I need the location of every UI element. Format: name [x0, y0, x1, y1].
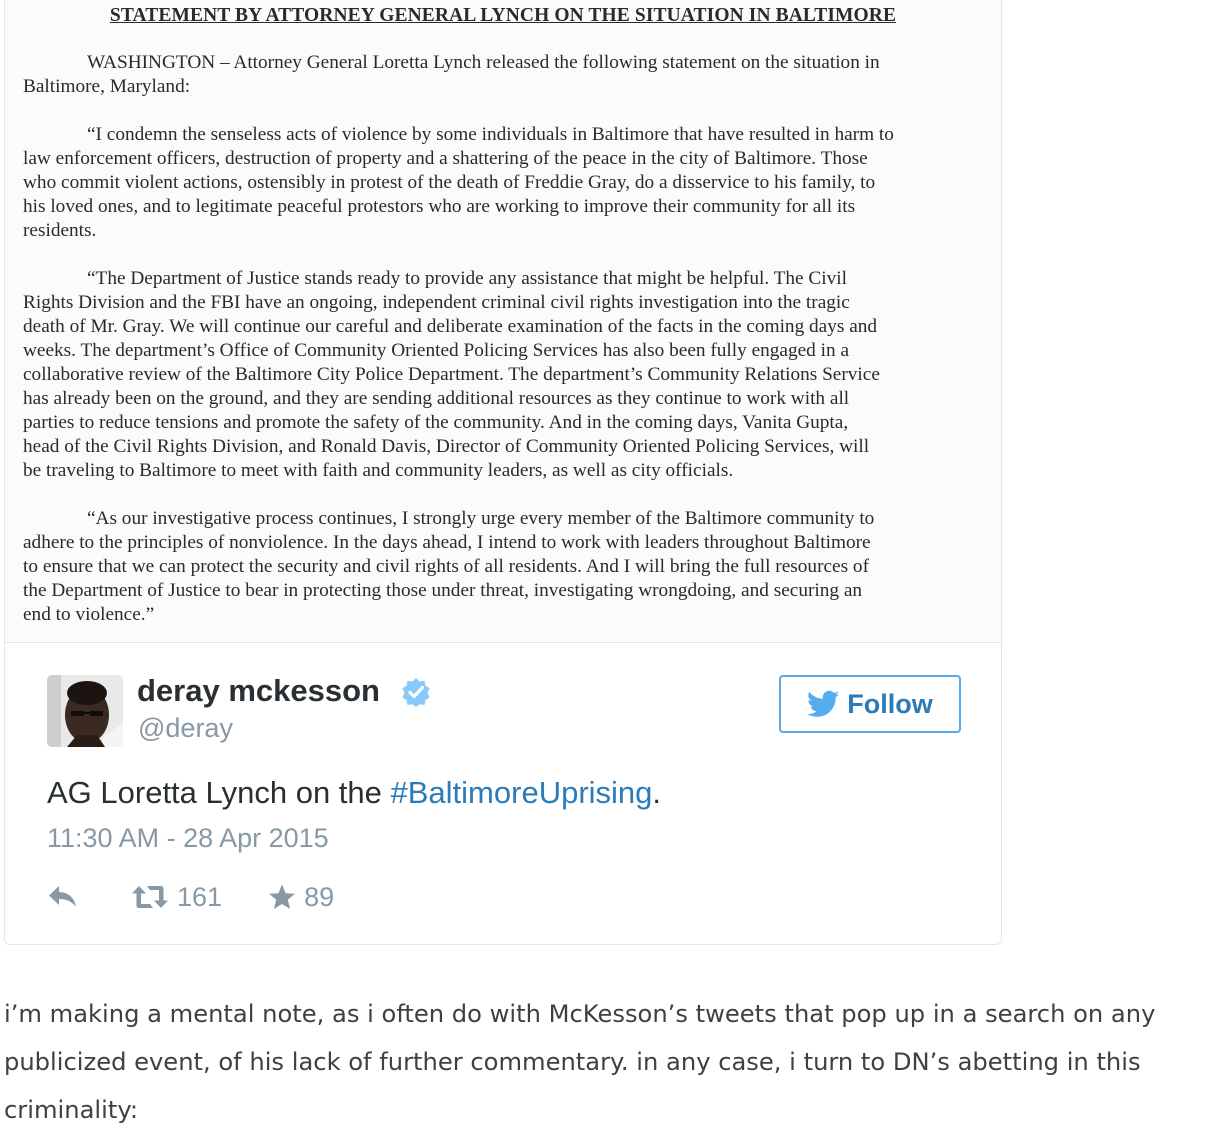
favorite-count: 89 [304, 881, 335, 912]
statement-line: “As our investigative process continues, I strongly urge every member of the Baltimore community to [87, 508, 875, 529]
statement-line: end to violence.” [23, 604, 155, 625]
blog-line: publicized event, of his lack of further commentary. in any case, i turn to DN’s abetting in this [4, 1048, 1141, 1076]
statement-paragraph [23, 51, 991, 99]
statement-line: adhere to the principles of nonviolence. In the days ahead, I intend to work with leaders throughout Baltimore [23, 532, 871, 553]
statement-line: parties to reduce tensions and promote the safety of the community. And in the coming days, Vanita Gupta, [23, 412, 849, 433]
statement-line: collaborative review of the Baltimore City Police Department. The department’s Community Relations Service [23, 364, 880, 385]
statement-line: Baltimore, Maryland: [23, 76, 191, 97]
statement-line: the Department of Justice to bear in protecting those under threat, investigating wrongdoing, and securing an [23, 580, 863, 601]
verified-badge-icon [401, 677, 431, 707]
statement-line: “The Department of Justice stands ready to provide any assistance that might be helpful. The Civil [87, 268, 847, 289]
statement-image[interactable] [5, 0, 1001, 643]
favorite-button[interactable] [268, 882, 334, 913]
retweet-count: 161 [177, 881, 223, 912]
retweet-icon [131, 884, 169, 910]
follow-label: Follow [847, 688, 933, 719]
statement-line: law enforcement officers, destruction of property and a shattering of the peace in the city of Baltimore. Those [23, 148, 868, 169]
star-icon [268, 883, 296, 911]
statement-paragraph [23, 123, 991, 243]
statement-line: head of the Civil Rights Division, and Ronald Davis, Director of Community Oriented Policing Services, will [23, 436, 870, 457]
blog-paragraph [4, 990, 1216, 1134]
statement-line: who commit violent actions, ostensibly in protest of the death of Freddie Gray, do a disservice to his family, to [23, 172, 876, 193]
statement-line: be traveling to Baltimore to meet with faith and community leaders, as well as city officials. [23, 460, 734, 481]
tweet-timestamp[interactable]: 11:30 AM - 28 Apr 2015 [47, 823, 329, 853]
retweet-button[interactable] [131, 882, 222, 913]
tweet-text [47, 775, 661, 811]
statement-line: his loved ones, and to legitimate peaceful protestors who are working to improve their community for all its [23, 196, 856, 217]
statement-line: residents. [23, 220, 97, 241]
tweet-text-after: . [652, 775, 662, 810]
statement-line: death of Mr. Gray. We will continue our careful and deliberate examination of the facts in the coming days and [23, 316, 878, 337]
author-name[interactable]: deray mckesson [137, 673, 380, 708]
tweet-actions [47, 879, 334, 915]
statement-paragraph [23, 267, 991, 483]
reply-button[interactable] [47, 884, 79, 910]
embedded-tweet [4, 0, 1002, 945]
statement-line: Rights Division and the FBI have an ongoing, independent criminal civil rights investigation into the tragic [23, 292, 850, 313]
follow-button[interactable] [779, 675, 961, 733]
statement-paragraph [23, 507, 991, 627]
statement-line: weeks. The department’s Office of Community Oriented Policing Services has also been fully engaged in a [23, 340, 850, 361]
tweet-text-before: AG Loretta Lynch on the [47, 775, 391, 810]
blog-line: criminality: [4, 1096, 139, 1124]
author-handle[interactable]: @deray [138, 713, 233, 743]
statement-line: has already been on the ground, and they are sending additional resources as they continue to work with all [23, 388, 850, 409]
hashtag-link[interactable]: #BaltimoreUprising [390, 775, 653, 810]
blog-line: i’m making a mental note, as i often do with McKesson’s tweets that pop up in a search on any [4, 1000, 1156, 1028]
statement-line: to ensure that we can protect the security and civil rights of all residents. And I will bring the full resources of [23, 556, 869, 577]
reply-icon [47, 884, 79, 910]
avatar[interactable] [47, 675, 123, 747]
statement-line: “I condemn the senseless acts of violence by some individuals in Baltimore that have resulted in harm to [87, 124, 894, 145]
statement-title: STATEMENT BY ATTORNEY GENERAL LYNCH ON THE SITUATION IN BALTIMORE [109, 5, 897, 26]
statement-line: WASHINGTON – Attorney General Loretta Lynch released the following statement on the situation in [87, 52, 880, 73]
twitter-bird-icon [807, 690, 839, 718]
